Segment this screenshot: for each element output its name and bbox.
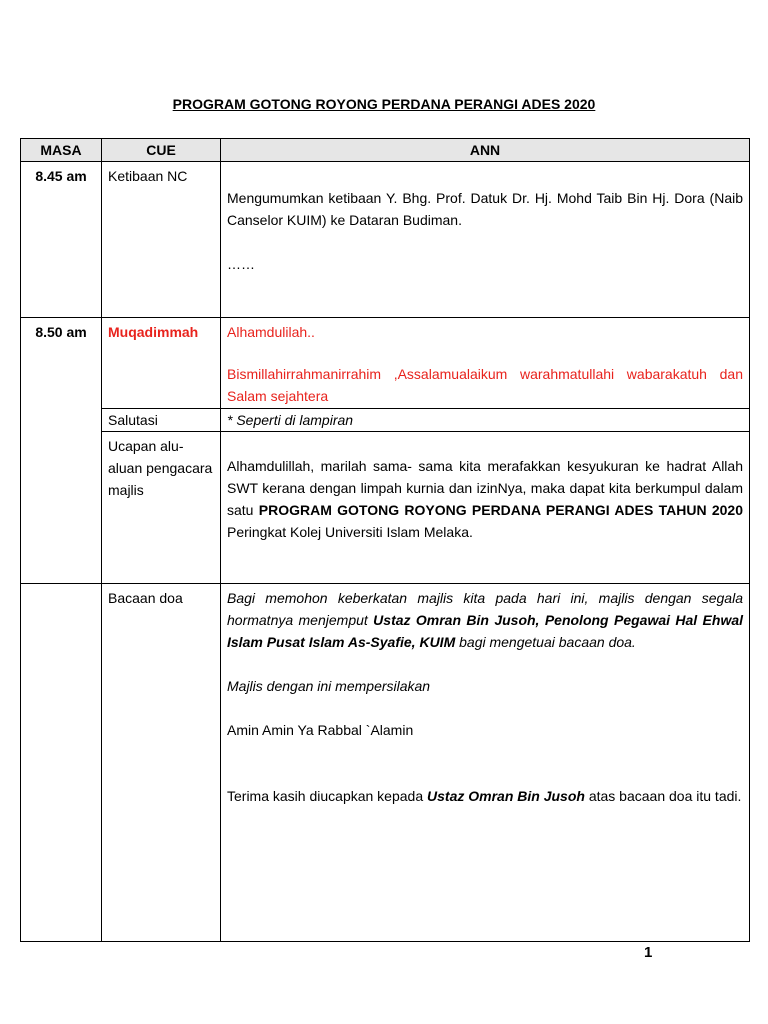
ann-text: Salam sejahtera — [227, 388, 329, 404]
ann-paragraph: Amin Amin Ya Rabbal `Alamin — [227, 722, 414, 738]
ann-paragraph — [227, 363, 743, 407]
table-header-row — [21, 139, 750, 162]
table-row — [21, 318, 750, 409]
table-row — [21, 409, 750, 432]
table-row — [21, 432, 750, 584]
ann-cell: * Seperti di lampiran — [221, 409, 750, 432]
table-row — [21, 584, 750, 942]
header-ann: ANN — [221, 139, 750, 162]
table-row — [21, 162, 750, 318]
cue-cell: Muqadimmah — [102, 318, 221, 409]
header-masa: MASA — [21, 139, 102, 162]
ann-paragraph: Majlis dengan ini mempersilakan — [227, 678, 431, 694]
page-number: 1 — [644, 944, 653, 961]
ann-text: Terima kasih diucapkan kepada — [227, 788, 428, 804]
masa-cell: 8.50 am — [21, 318, 102, 584]
ann-text: Bismillahirrahmanirrahim ,Assalamualaikum warahmatullahi wabarakatuh dan — [227, 366, 743, 382]
ann-paragraph — [227, 785, 743, 807]
masa-cell: 8.45 am — [21, 162, 102, 318]
ann-paragraph: Alhamdulilah.. — [227, 324, 315, 340]
ann-bold-text: PROGRAM GOTONG ROYONG PERDANA PERANGI ADES TAHUN 2020 — [258, 502, 743, 518]
ann-paragraph — [227, 455, 743, 543]
ann-cell — [221, 432, 750, 584]
ann-cell — [221, 318, 750, 409]
masa-cell — [21, 584, 102, 942]
page-title: PROGRAM GOTONG ROYONG PERDANA PERANGI ADES 2020 — [172, 96, 596, 112]
ann-text: atas bacaan doa itu tadi. — [584, 788, 742, 804]
ann-paragraph — [227, 587, 743, 653]
ann-text: Peringkat Kolej Universiti Islam Melaka. — [227, 524, 473, 540]
ann-bold-text: Ustaz Omran Bin Jusoh — [427, 788, 585, 804]
cue-cell: Ketibaan NC — [102, 162, 221, 318]
cue-cell: Ucapan alu-aluan pengacara majlis — [102, 432, 221, 584]
cue-cell: Salutasi — [102, 409, 221, 432]
ann-cell — [221, 584, 750, 942]
ann-bold-text: Ustaz Omran Bin Jusoh, Penolong Pegawai Hal Ehwal Islam Pusat Islam As-Syafie, KUIM — [227, 612, 744, 650]
ann-ellipsis: …… — [227, 256, 255, 272]
ann-text: bagi mengetuai bacaan doa. — [455, 634, 636, 650]
header-cue: CUE — [102, 139, 221, 162]
ann-paragraph: Mengumumkan ketibaan Y. Bhg. Prof. Datuk Dr. Hj. Mohd Taib Bin Hj. Dora (Naib Canselor KUIM) ke Dataran Budiman. — [227, 190, 743, 228]
ann-text: Alhamdulillah, marilah sama- sama kita merafakkan kesyukuran ke hadrat Allah SWT kerana dengan limpah kurnia dan izinNya, maka dapat kita berkumpul dalam satu — [227, 458, 743, 518]
ann-text: Bagi memohon keberkatan majlis kita pada hari ini, majlis dengan segala hormatnya menjemput — [227, 590, 743, 628]
cue-cell: Bacaan doa — [102, 584, 221, 942]
ann-cell — [221, 162, 750, 318]
program-table — [20, 138, 750, 942]
